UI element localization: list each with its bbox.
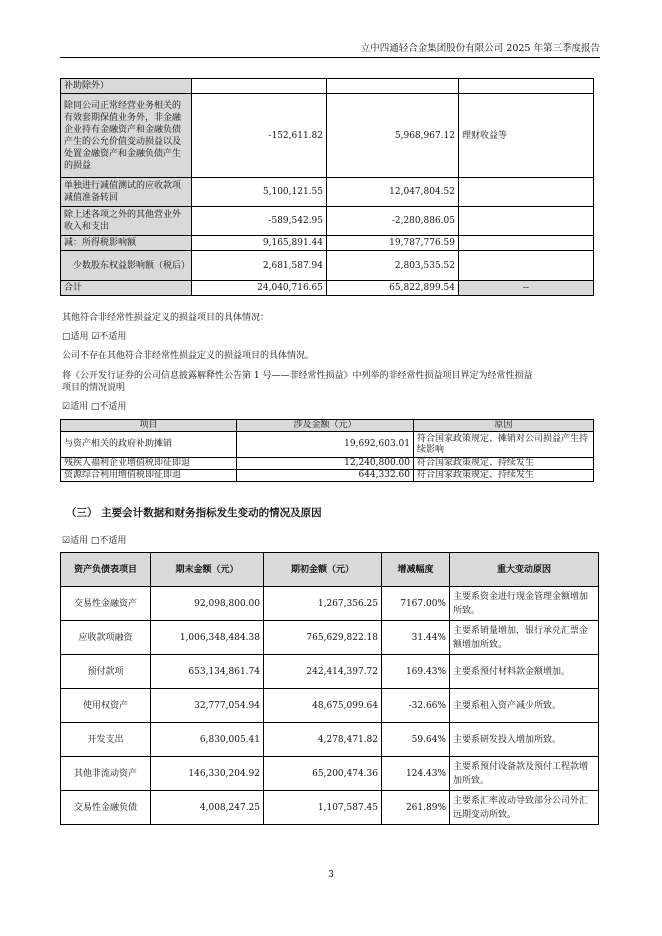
reason: 主要系汇率波动导致部分公司外汇远期变动所致。: [450, 791, 599, 825]
item: 交易性金融资产: [61, 587, 151, 621]
row-label: 减：所得税影响额: [61, 236, 192, 251]
row-label: 单独进行减值测试的应收款项减值准备转回: [61, 178, 192, 207]
amount: 12,240,800.00: [237, 458, 414, 470]
ytd-value: 19,787,776.59: [327, 236, 459, 251]
reason: 主要系租入资产减少所致。: [450, 689, 599, 723]
amount: 644,332.60: [237, 470, 414, 482]
item: 资源综合利用增值税即征即退: [61, 470, 237, 482]
table-row: [61, 689, 599, 723]
applicability-checkbox-3: ☑适用 □不适用: [62, 536, 127, 546]
begin-amount: 765,629,822.18: [264, 621, 382, 655]
explanatory-text-2: 项目的情况说明: [62, 383, 126, 393]
reason: 符合国家政策规定、持续发生: [414, 458, 594, 470]
table-row: [61, 458, 594, 470]
page-number: 3: [328, 870, 334, 880]
item: 使用权资产: [61, 689, 151, 723]
header-change: 增减幅度: [382, 553, 450, 587]
current-value: 5,100,121.55: [192, 178, 327, 207]
ytd-value: -2,280,886.05: [327, 207, 459, 236]
begin-amount: 48,675,099.64: [264, 689, 382, 723]
note: 理财收益等: [459, 94, 594, 178]
header-reason: 原因: [414, 420, 594, 432]
item: 交易性金融负债: [61, 791, 151, 825]
ytd-value: [327, 79, 459, 94]
item: 开发支出: [61, 723, 151, 757]
header-begin: 期初金额（元）: [264, 553, 382, 587]
note: [459, 207, 594, 236]
table-row: [61, 94, 594, 178]
table-header-row: [61, 553, 599, 587]
current-value: 9,165,891.44: [192, 236, 327, 251]
row-label: 除同公司正常经营业务相关的有效套期保值业务外，非金融企业持有金融资产和金融负债产生的公允价值变动损益以及处置金融资产和金融负债产生的损益: [61, 94, 192, 178]
end-amount: 6,830,005.41: [151, 723, 264, 757]
table-row: [61, 655, 599, 689]
recurring-items-table: [60, 419, 594, 482]
note: --: [459, 281, 594, 296]
applicability-checkbox-2: ☑适用 □不适用: [62, 402, 127, 412]
row-label: 补助除外）: [61, 79, 192, 94]
note: [459, 251, 594, 281]
page-header: 立中四通轻合金集团股份有限公司 2025 年第三季度报告: [60, 40, 600, 58]
begin-amount: 65,200,474.36: [264, 757, 382, 791]
header-item: 资产负债表项目: [61, 553, 151, 587]
reason: 主要系销量增加，银行承兑汇票金额增加所致。: [450, 621, 599, 655]
end-amount: 653,134,861.74: [151, 655, 264, 689]
ytd-value: 5,968,967.12: [327, 94, 459, 178]
note: [459, 79, 594, 94]
item: 与资产相关的政府补助摊销: [61, 432, 237, 458]
header-item: 项目: [61, 420, 237, 432]
explanatory-text-1: 将《公开发行证券的公司信息披露解释性公告第 1 号——非经常性损益》中列举的非经常性损益项目界定为经常性损益: [62, 371, 533, 381]
change-rate: 124.43%: [382, 757, 450, 791]
end-amount: 92,098,800.00: [151, 587, 264, 621]
no-other-items-text: 公司不存在其他符合非经常性损益定义的损益项目的具体情况。: [62, 351, 315, 361]
note: [459, 178, 594, 207]
table-row: [61, 791, 599, 825]
begin-amount: 1,107,587.45: [264, 791, 382, 825]
current-value: -152,611.82: [192, 94, 327, 178]
end-amount: 146,330,204.92: [151, 757, 264, 791]
table-header-row: [61, 420, 594, 432]
begin-amount: 1,267,356.25: [264, 587, 382, 621]
end-amount: 4,008,247.25: [151, 791, 264, 825]
table-row: [61, 236, 594, 251]
change-rate: 261.89%: [382, 791, 450, 825]
reason: 符合国家政策规定、持续发生: [414, 470, 594, 482]
current-value: 24,040,716.65: [192, 281, 327, 296]
table-row: [61, 178, 594, 207]
current-value: -589,542.95: [192, 207, 327, 236]
table-row: [61, 251, 594, 281]
ytd-value: 12,047,804.52: [327, 178, 459, 207]
reason: 符合国家政策规定、摊销对公司损益产生持续影响: [414, 432, 594, 458]
ytd-value: 65,822,899.54: [327, 281, 459, 296]
end-amount: 32,777,054.94: [151, 689, 264, 723]
table-row: [61, 723, 599, 757]
table-row: [61, 470, 594, 482]
row-label: 少数股东权益影响额（税后）: [61, 251, 192, 281]
table-row: [61, 432, 594, 458]
change-rate: 59.64%: [382, 723, 450, 757]
row-label: 除上述各项之外的其他营业外收入和支出: [61, 207, 192, 236]
table-row-total: [61, 281, 594, 296]
current-value: [192, 79, 327, 94]
item: 预付款项: [61, 655, 151, 689]
change-rate: 31.44%: [382, 621, 450, 655]
table-row: [61, 207, 594, 236]
table-row: [61, 757, 599, 791]
begin-amount: 242,414,397.72: [264, 655, 382, 689]
change-rate: 169.43%: [382, 655, 450, 689]
current-value: 2,681,587.94: [192, 251, 327, 281]
non-recurring-items-table: [60, 78, 594, 296]
reason: 主要系研发投入增加所致。: [450, 723, 599, 757]
applicability-checkbox-1: □适用 ☑不适用: [62, 332, 127, 342]
reason: 主要系预付材料款金额增加。: [450, 655, 599, 689]
balance-sheet-changes-table: [60, 552, 599, 825]
section-title: （三） 主要会计数据和财务指标发生变动的情况及原因: [66, 507, 322, 519]
reason: 主要系预付设备款及预付工程款增加所致。: [450, 757, 599, 791]
other-items-text: 其他符合非经常性损益定义的损益项目的具体情况：: [62, 313, 270, 323]
amount: 19,692,603.01: [237, 432, 414, 458]
begin-amount: 4,278,471.82: [264, 723, 382, 757]
row-label: 合计: [61, 281, 192, 296]
end-amount: 1,006,348,484.38: [151, 621, 264, 655]
table-row: [61, 621, 599, 655]
table-row: [61, 587, 599, 621]
item: 应收款项融资: [61, 621, 151, 655]
header-reason: 重大变动原因: [450, 553, 599, 587]
table-row: [61, 79, 594, 94]
reason: 主要系资金进行现金管理金额增加所致。: [450, 587, 599, 621]
item: 残疾人福利企业增值税即征即退: [61, 458, 237, 470]
note: [459, 236, 594, 251]
change-rate: 7167.00%: [382, 587, 450, 621]
header-amount: 涉及金额（元）: [237, 420, 414, 432]
item: 其他非流动资产: [61, 757, 151, 791]
change-rate: -32.66%: [382, 689, 450, 723]
ytd-value: 2,803,535.52: [327, 251, 459, 281]
header-end: 期末金额（元）: [151, 553, 264, 587]
